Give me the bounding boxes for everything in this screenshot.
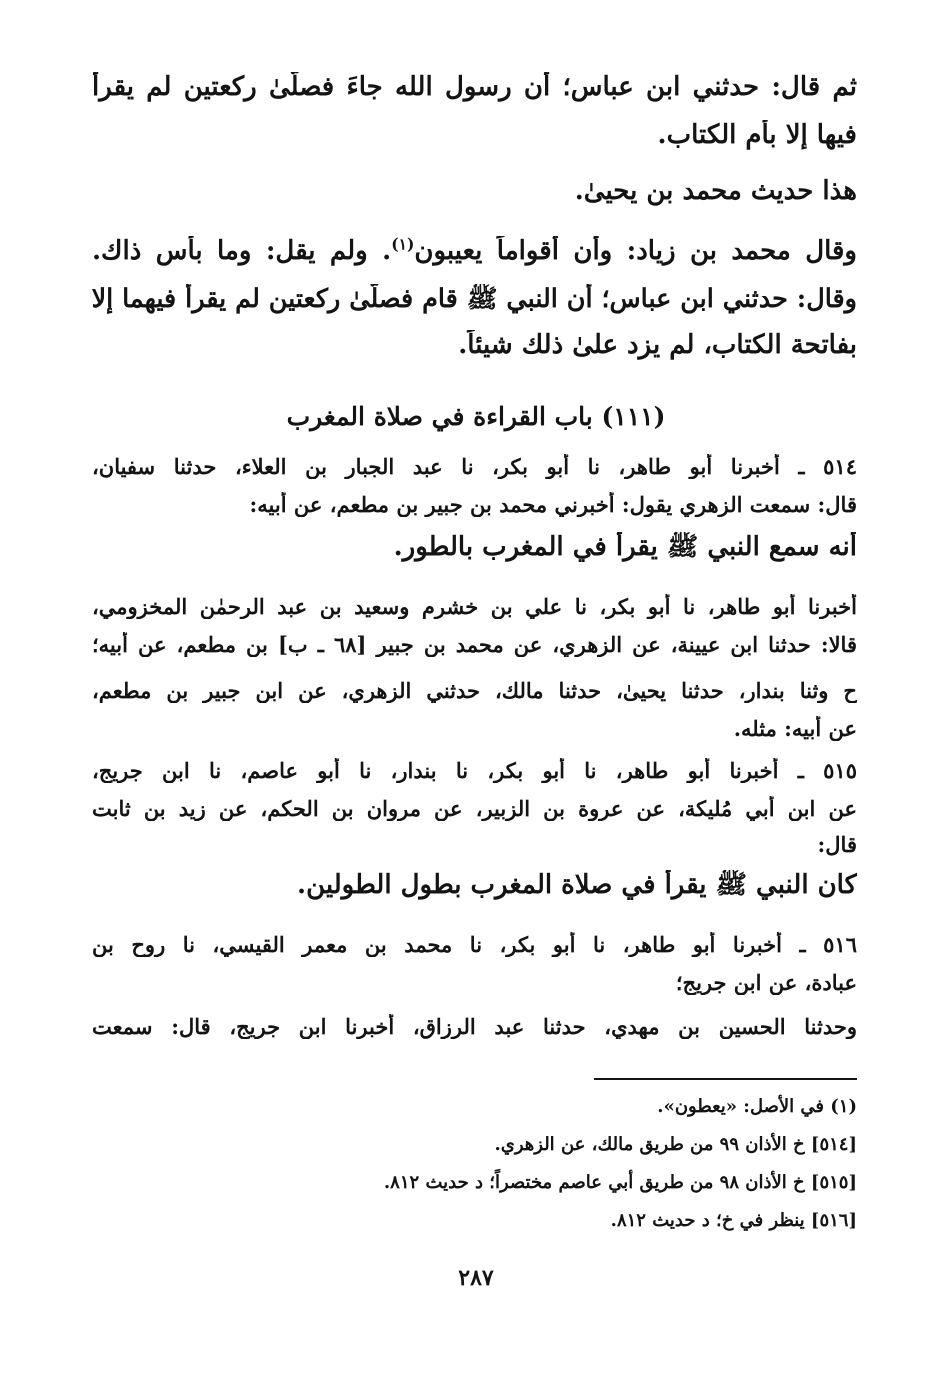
text-line: فيها إلا بأم الكتاب. — [657, 120, 857, 150]
text-line: بفاتحة الكتاب، لم يزد علىٰ ذلك شيئاً. — [458, 330, 857, 360]
footnote: (١) في الأصل: «يعطون». — [657, 1096, 857, 1117]
text-line: وحدثنا الحسين بن مهدي، حدثنا عبد الرزاق، أخبرنا ابن جريج، قال: سمعت — [92, 1014, 857, 1039]
footnote-ref: (١) — [391, 236, 415, 254]
footnote: [٥١٥] خ الأذان ٩٨ من طريق أبي عاصم مختصراً؛ د حديث ٨١٢. — [383, 1172, 857, 1193]
page-number: ٢٨٧ — [458, 1265, 494, 1291]
hadith-matn: كان النبي ﷺ يقرأُ في صلاة المغرب بطول الطولين. — [297, 870, 857, 900]
chapter-heading: (١١١) باب القراءة في صلاة المغرب — [286, 402, 666, 431]
hadith-matn: أنه سمع النبي ﷺ يقرأُ في المغرب بالطور. — [393, 532, 857, 562]
text-segment: وقال محمد بن زياد: وأن أقواماً يعيبون — [414, 236, 857, 266]
footnote: [٥١٤] خ الأذان ٩٩ من طريق مالك، عن الزهري. — [494, 1134, 857, 1155]
text-line: ٥١٤ ـ أخبرنا أبو طاهر، نا أبو بكر، نا عبد الجبار بن العلاء، حدثنا سفيان، — [92, 454, 857, 479]
text-line: عن أبيه: مثله. — [733, 716, 857, 741]
footnote: [٥١٦] ينظر في خ؛ د حديث ٨١٢. — [610, 1210, 857, 1231]
text-line: قالا: حدثنا ابن عيينة، عن الزهري، عن محمد بن جبير [٦٨ ـ ب] بن مطعم، عن أبيه؛ — [92, 632, 857, 657]
footnote-separator — [594, 1078, 857, 1080]
text-line: أخبرنا أبو طاهر، نا أبو بكر، نا علي بن خشرم وسعيد بن عبد الرحمٰن المخزومي، — [92, 594, 857, 619]
text-segment: . ولم يقل: وما بأس ذاك. — [92, 236, 392, 266]
text-line — [92, 236, 857, 267]
text-line: ح وثنا بندار، حدثنا يحيىٰ، حدثنا مالك، حدثني الزهري، عن ابن جبير بن مطعم، — [92, 678, 857, 703]
text-line: هذا حديث محمد بن يحيىٰ. — [574, 176, 857, 206]
text-line: وقال: حدثني ابن عباس؛ أن النبي ﷺ قام فصلَّىٰ ركعتين لم يقرأ فيهما إلا — [92, 284, 857, 314]
text-line: ثم قال: حدثني ابن عباس؛ أن رسول الله جاءَ فصلَّىٰ ركعتين لم يقرأ — [92, 72, 857, 102]
text-line: ٥١٦ ـ أخبرنا أبو طاهر، نا أبو بكر، نا محمد بن معمر القيسي، نا روح بن — [92, 932, 857, 957]
text-line: قال: سمعت الزهري يقول: أخبرني محمد بن جبير بن مطعم، عن أبيه: — [249, 492, 857, 517]
text-line: قال: — [817, 832, 857, 857]
text-line: عبادة، عن ابن جريج؛ — [675, 970, 857, 995]
text-line: عن ابن أبي مُليكة، عن عروة بن الزبير، عن مروان بن الحكم، عن زيد بن ثابت — [92, 796, 857, 821]
text-line: ٥١٥ ـ أخبرنا أبو طاهر، نا أبو بكر، نا بندار، نا أبو عاصم، نا ابن جريج، — [92, 758, 857, 783]
